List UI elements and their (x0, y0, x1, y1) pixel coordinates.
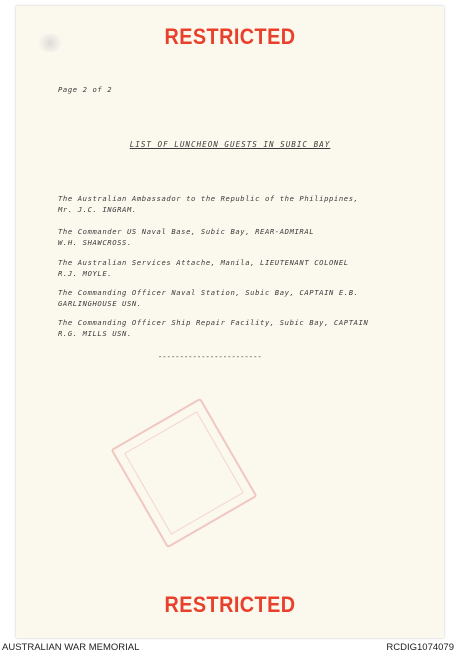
guest-entry-line: R.J. MOYLE. (58, 269, 113, 278)
guest-entry-line: GARLINGHOUSE USN. (58, 299, 142, 308)
guest-entry-line: The Commander US Naval Base, Subic Bay, REAR-ADMIRAL (58, 227, 315, 236)
guest-entry (58, 193, 398, 215)
guest-entry-line: The Australian Services Attache, Manila, LIEUTENANT COLONEL (58, 258, 349, 267)
guest-entry-line: R.G. MILLS USN. (58, 329, 132, 338)
guest-entry-line: W.H. SHAWCROSS. (58, 238, 132, 247)
guest-entry (58, 287, 398, 309)
guest-entry-line: Mr. J.C. INGRAM. (58, 205, 137, 214)
archive-reference: RCDIG1074079 (386, 642, 454, 653)
page-number: Page 2 of 2 (58, 85, 113, 94)
restricted-stamp-bottom: RESTRICTED (164, 592, 296, 617)
guest-entry (58, 226, 398, 248)
guest-entry (58, 257, 398, 279)
document-title: LIST OF LUNCHEON GUESTS IN SUBIC BAY (129, 140, 331, 149)
document-page (16, 6, 444, 638)
guest-entry-line: The Australian Ambassador to the Republic of the Philippines, (58, 194, 359, 203)
guest-entry (58, 317, 398, 339)
guest-entry-line: The Commanding Officer Ship Repair Facility, Subic Bay, CAPTAIN (58, 318, 369, 327)
separator-line: ------------------------ (158, 352, 262, 361)
faded-stamp-mark (110, 398, 257, 549)
archive-credit: AUSTRALIAN WAR MEMORIAL (2, 642, 140, 653)
restricted-stamp-top: RESTRICTED (164, 24, 296, 49)
guest-entry-line: The Commanding Officer Naval Station, Subic Bay, CAPTAIN E.B. (58, 288, 359, 297)
